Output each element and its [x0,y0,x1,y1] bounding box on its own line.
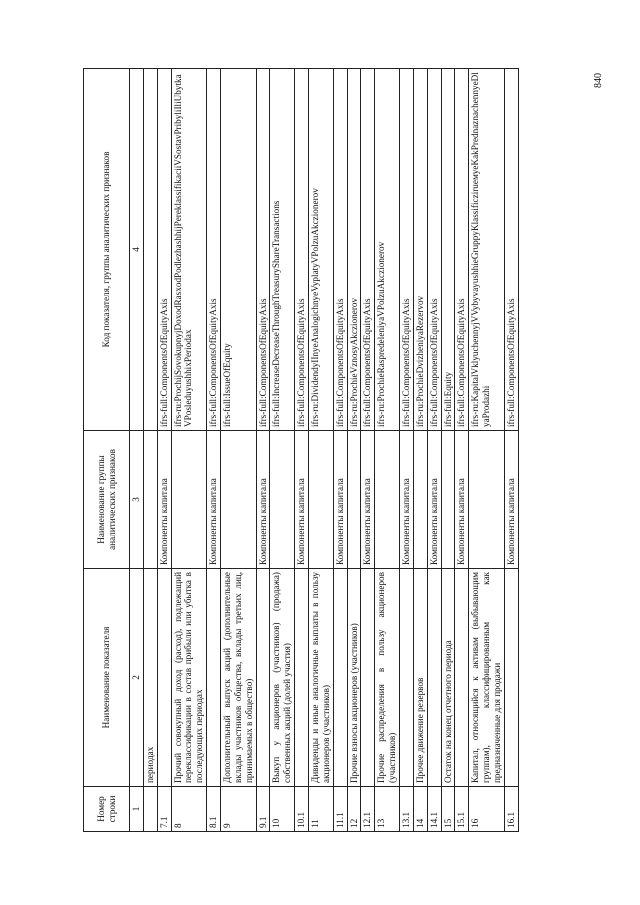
header-group-name: Наименование группы аналитических признаков [84,431,130,569]
indicator-code: ifrs-full:IssueOfEquity [221,69,257,431]
indicator-name [400,569,414,787]
indicator-code: ifrs-ru:ProchieDvizheniyaRezervov [413,69,427,431]
table-row [375,69,400,832]
indicator-code: ifrs-full:ComponentsOfEquityAxis [504,69,518,431]
indicator-code: ifrs-full:ComponentsOfEquityAxis [295,69,309,431]
group-name: Компоненты капитала [427,431,441,569]
row-number: 9 [221,787,257,832]
group-name: Компоненты капитала [157,431,171,569]
indicator-code: ifrs-ru:KapitalVklyuchennyjVVybyvayushhieGruppyKlassificzirueмyeKakPrednaznachennyeDlyaProdazhi [469,69,505,431]
page-number: 840 [593,73,604,88]
indicator-name: Прочие распределения в пользу акционеров (участников) [375,569,400,787]
table-row [427,69,441,832]
table-row [157,69,171,832]
row-number [143,787,157,832]
indicator-name [455,569,469,787]
header-indicator-name: Наименование показателя [84,569,130,787]
indicator-code: ifrs-full:IncreaseDecreaseThroughTreasuryShareTransactions [270,69,295,431]
table-row [361,69,375,832]
row-number: 13.1 [400,787,414,832]
row-number: 8.1 [207,787,221,832]
table-row [207,69,221,832]
table-row [221,69,257,832]
table-header-row [84,69,130,832]
column-number: 4 [130,69,144,431]
table-row [309,69,334,832]
indicator-name [333,569,347,787]
group-name [221,431,257,569]
indicator-code: ifrs-ru:ProchieRaspredeleniyaVPolzuAkczionerov [375,69,400,431]
row-number: 13 [375,787,400,832]
row-number: 16 [469,787,505,832]
table-row [441,69,455,832]
indicator-name: Прочие взносы акционеров (участников) [347,569,361,787]
group-name [441,431,455,569]
group-name [469,431,505,569]
table-row [455,69,469,832]
indicator-name [427,569,441,787]
indicator-code: ifrs-ru:ProchieVznosyAkczionerov [347,69,361,431]
column-number-row [130,69,144,832]
group-name [375,431,400,569]
group-name: Компоненты капитала [295,431,309,569]
table-row [504,69,518,832]
indicator-name [295,569,309,787]
row-number: 10 [270,787,295,832]
row-number: 14 [413,787,427,832]
row-number: 14.1 [427,787,441,832]
indicator-code: ifrs-ru:ProchijSovokupnyjDoxodRasxodPodlezhashhijPereklassifikaciiVSostavPribyliIliUbytkaVPosleduyushhixPeriodax [171,69,207,431]
group-name: Компоненты капитала [333,431,347,569]
group-name: Компоненты капитала [361,431,375,569]
header-row-number: Номер строки [84,787,130,832]
group-name: Компоненты капитала [256,431,270,569]
indicator-code: ifrs-full:ComponentsOfEquityAxis [427,69,441,431]
group-name: Компоненты капитала [455,431,469,569]
indicator-name: Капитал, относящийся к активам (выбывающим группам), классифицированным как предназначенные для продажи [469,569,505,787]
row-number: 12 [347,787,361,832]
indicator-code: ifrs-full:ComponentsOfEquityAxis [455,69,469,431]
row-number: 15.1 [455,787,469,832]
table-row [171,69,207,832]
indicator-code: ifrs-full:ComponentsOfEquityAxis [361,69,375,431]
row-number: 7.1 [157,787,171,832]
indicator-code [143,69,157,431]
table-row [469,69,505,832]
row-number: 15 [441,787,455,832]
row-number: 11.1 [333,787,347,832]
table-row [295,69,309,832]
table-row [400,69,414,832]
rotated-page-content [83,69,591,832]
indicator-name [256,569,270,787]
indicator-name: Дивиденды и иные аналогичные выплаты в пользу акционеров (участников) [309,569,334,787]
indicator-table [83,68,519,832]
indicator-name [207,569,221,787]
group-name [270,431,295,569]
row-number: 8 [171,787,207,832]
indicator-name: Остаток на конец отчетного периода [441,569,455,787]
table-row [347,69,361,832]
group-name [171,431,207,569]
column-number: 2 [130,569,144,787]
indicator-code: ifrs-ru:DividendyIInyeAnalogichnyeVyplatyVPolzuAkczionerov [309,69,334,431]
indicator-name: Дополнительный выпуск акций (дополнительные вклады участников общества, вклады третьих лиц, принимаемых в общество) [221,569,257,787]
indicator-name [157,569,171,787]
column-number: 1 [130,787,144,832]
indicator-name: периодах [143,569,157,787]
group-name: Компоненты капитала [504,431,518,569]
indicator-name: Прочее движение резервов [413,569,427,787]
header-code: Код показателя, группы аналитических признаков [84,69,130,431]
group-name: Компоненты капитала [400,431,414,569]
row-number: 10.1 [295,787,309,832]
group-name [143,431,157,569]
indicator-name [504,569,518,787]
indicator-code: ifrs-full:ComponentsOfEquityAxis [207,69,221,431]
row-number: 12.1 [361,787,375,832]
table-body [143,69,518,832]
row-number: 16.1 [504,787,518,832]
table-row [143,69,157,832]
indicator-code: ifrs-full:ComponentsOfEquityAxis [333,69,347,431]
row-number: 11 [309,787,334,832]
indicator-code: ifrs-full:Equity [441,69,455,431]
group-name [347,431,361,569]
group-name: Компоненты капитала [207,431,221,569]
group-name [413,431,427,569]
indicator-code: ifrs-full:ComponentsOfEquityAxis [400,69,414,431]
indicator-code: ifrs-full:ComponentsOfEquityAxis [256,69,270,431]
table-row [333,69,347,832]
table-row [413,69,427,832]
indicator-code: ifrs-full:ComponentsOfEquityAxis [157,69,171,431]
indicator-name: Выкуп у акционеров (участников) (продажа) собственных акций (долей участия) [270,569,295,787]
indicator-name [361,569,375,787]
table-row [270,69,295,832]
column-number: 3 [130,431,144,569]
indicator-name: Прочий совокупный доход (расход), подлежащий переклассификации в состав прибыли или убытка в последующих периодах [171,569,207,787]
row-number: 9.1 [256,787,270,832]
table-row [256,69,270,832]
group-name [309,431,334,569]
